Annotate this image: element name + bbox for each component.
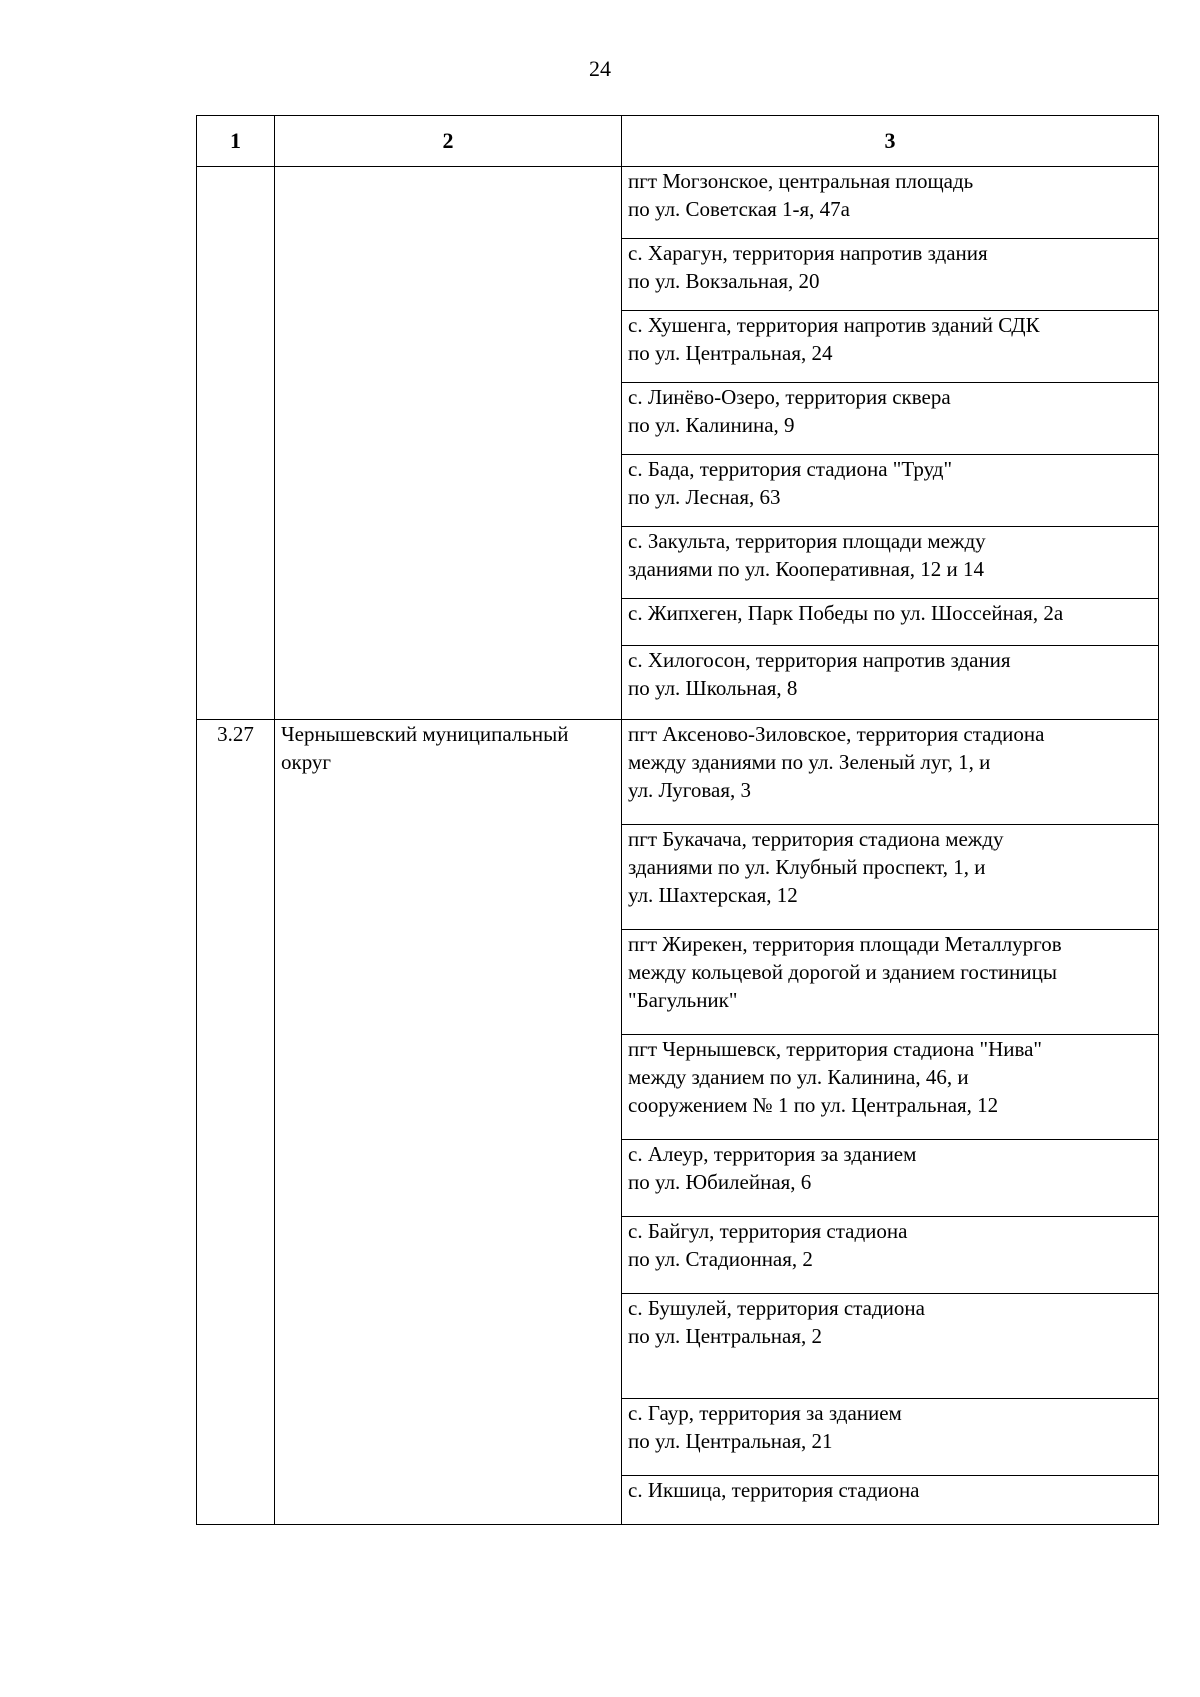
table-row <box>197 167 1159 239</box>
location-cell: с. Хушенга, территория напротив зданий СДК по ул. Центральная, 24 <box>622 311 1159 383</box>
group-number-cell <box>197 167 275 720</box>
location-cell: пгт Аксеново-Зиловское, территория стадиона между зданиями по ул. Зеленый луг, 1, и ул. Луговая, 3 <box>622 720 1159 825</box>
location-cell: с. Жипхеген, Парк Победы по ул. Шоссейная, 2а <box>622 599 1159 646</box>
location-cell: с. Бада, территория стадиона "Труд" по ул. Лесная, 63 <box>622 455 1159 527</box>
locations-table <box>196 115 1159 1525</box>
column-header-1: 1 <box>197 116 275 167</box>
location-cell: с. Алеур, территория за зданием по ул. Юбилейная, 6 <box>622 1140 1159 1217</box>
page-number: 24 <box>589 56 611 81</box>
group-name-cell <box>275 167 622 720</box>
location-cell: с. Гаур, территория за зданием по ул. Центральная, 21 <box>622 1399 1159 1476</box>
group-number-cell: 3.27 <box>197 720 275 1525</box>
location-cell: с. Икшица, территория стадиона <box>622 1476 1159 1525</box>
location-cell: пгт Чернышевск, территория стадиона "Нива" между зданием по ул. Калинина, 46, и сооружением № 1 по ул. Центральная, 12 <box>622 1035 1159 1140</box>
location-cell: пгт Жирекен, территория площади Металлургов между кольцевой дорогой и зданием гостиницы "Багульник" <box>622 930 1159 1035</box>
group-name-cell: Чернышевский муниципальный округ <box>275 720 622 1525</box>
location-cell: с. Линёво-Озеро, территория сквера по ул. Калинина, 9 <box>622 383 1159 455</box>
location-cell: пгт Букачача, территория стадиона между зданиями по ул. Клубный проспект, 1, и ул. Шахтерская, 12 <box>622 825 1159 930</box>
table-header-row <box>197 116 1159 167</box>
location-cell: с. Бушулей, территория стадиона по ул. Центральная, 2 <box>622 1294 1159 1399</box>
location-cell: с. Закульта, территория площади между зданиями по ул. Кооперативная, 12 и 14 <box>622 527 1159 599</box>
column-header-2: 2 <box>275 116 622 167</box>
table-row <box>197 720 1159 825</box>
location-cell: с. Харагун, территория напротив здания по ул. Вокзальная, 20 <box>622 239 1159 311</box>
location-cell: с. Байгул, территория стадиона по ул. Стадионная, 2 <box>622 1217 1159 1294</box>
column-header-3: 3 <box>622 116 1159 167</box>
location-cell: с. Хилогосон, территория напротив здания по ул. Школьная, 8 <box>622 646 1159 720</box>
location-cell: пгт Могзонское, центральная площадь по ул. Советская 1-я, 47а <box>622 167 1159 239</box>
